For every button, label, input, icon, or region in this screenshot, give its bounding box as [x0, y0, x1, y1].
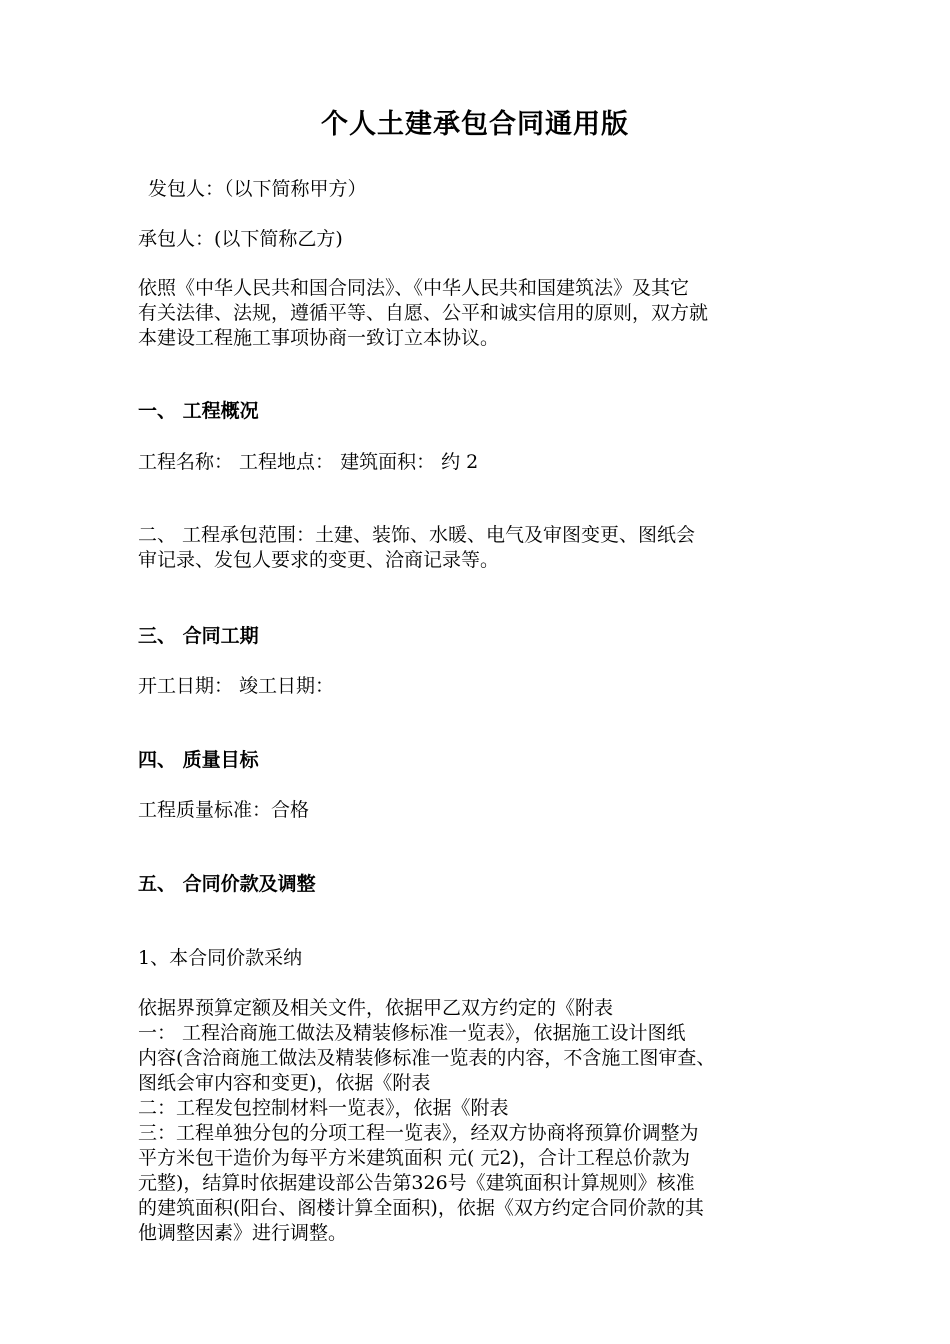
intro-line-3: 本建设工程施工事项协商一致订立本协议。 [138, 327, 500, 349]
section-4-heading: 四、 质量目标 [138, 749, 259, 771]
section-3-heading: 三、 合同工期 [138, 625, 259, 647]
section-3-body: 开工日期： 竣工日期： [138, 675, 335, 697]
section-1-heading: 一、 工程概况 [138, 400, 259, 422]
subsection-1-heading: 1、本合同价款采纳 [138, 947, 303, 969]
section-2-line-1: 二、 工程承包范围：土建、装饰、水暖、电气及审图变更、图纸会 [138, 524, 696, 546]
subsection-1-line-2: 一： 工程洽商施工做法及精装修标准一览表》，依据施工设计图纸 [138, 1022, 686, 1044]
party-b-line: 承包人：(以下简称乙方) [138, 228, 343, 250]
subsection-1-line-5: 二：工程发包控制材料一览表》，依据《附表 [138, 1097, 509, 1119]
subsection-1-line-8: 元整)，结算时依据建设部公告第326号《建筑面积计算规则》核准 [138, 1172, 695, 1194]
party-a-line: 发包人：（以下简称甲方） [148, 178, 367, 200]
subsection-1-line-10: 他调整因素》进行调整。 [138, 1222, 348, 1244]
subsection-1-line-6: 三：工程单独分包的分项工程一览表》，经双方协商将预算价调整为 [138, 1122, 699, 1144]
section-2-line-2: 审记录、发包人要求的变更、洽商记录等。 [138, 549, 500, 571]
intro-line-1: 依照《中华人民共和国合同法》、《中华人民共和国建筑法》及其它 [138, 277, 690, 299]
section-4-body: 工程质量标准：合格 [138, 799, 310, 821]
document-title: 个人土建承包合同通用版 [321, 109, 629, 140]
section-1-body: 工程名称： 工程地点： 建筑面积： 约 2 [138, 451, 479, 473]
subsection-1-line-7: 平方米包干造价为每平方米建筑面积 元( 元2)，合计工程总价款为 [138, 1147, 690, 1169]
subsection-1-line-9: 的建筑面积(阳台、阁楼计算全面积)，依据《双方约定合同价款的其 [138, 1197, 704, 1219]
subsection-1-line-4: 图纸会审内容和变更)，依据《附表 [138, 1072, 431, 1094]
section-5-heading: 五、 合同价款及调整 [138, 873, 316, 895]
subsection-1-line-1: 依据界预算定额及相关文件，依据甲乙双方约定的《附表 [138, 997, 614, 1019]
intro-line-2: 有关法律、法规，遵循平等、自愿、公平和诚实信用的原则，双方就 [138, 302, 709, 324]
subsection-1-line-3: 内容(含洽商施工做法及精装修标准一览表的内容，不含施工图审查、 [138, 1047, 716, 1069]
